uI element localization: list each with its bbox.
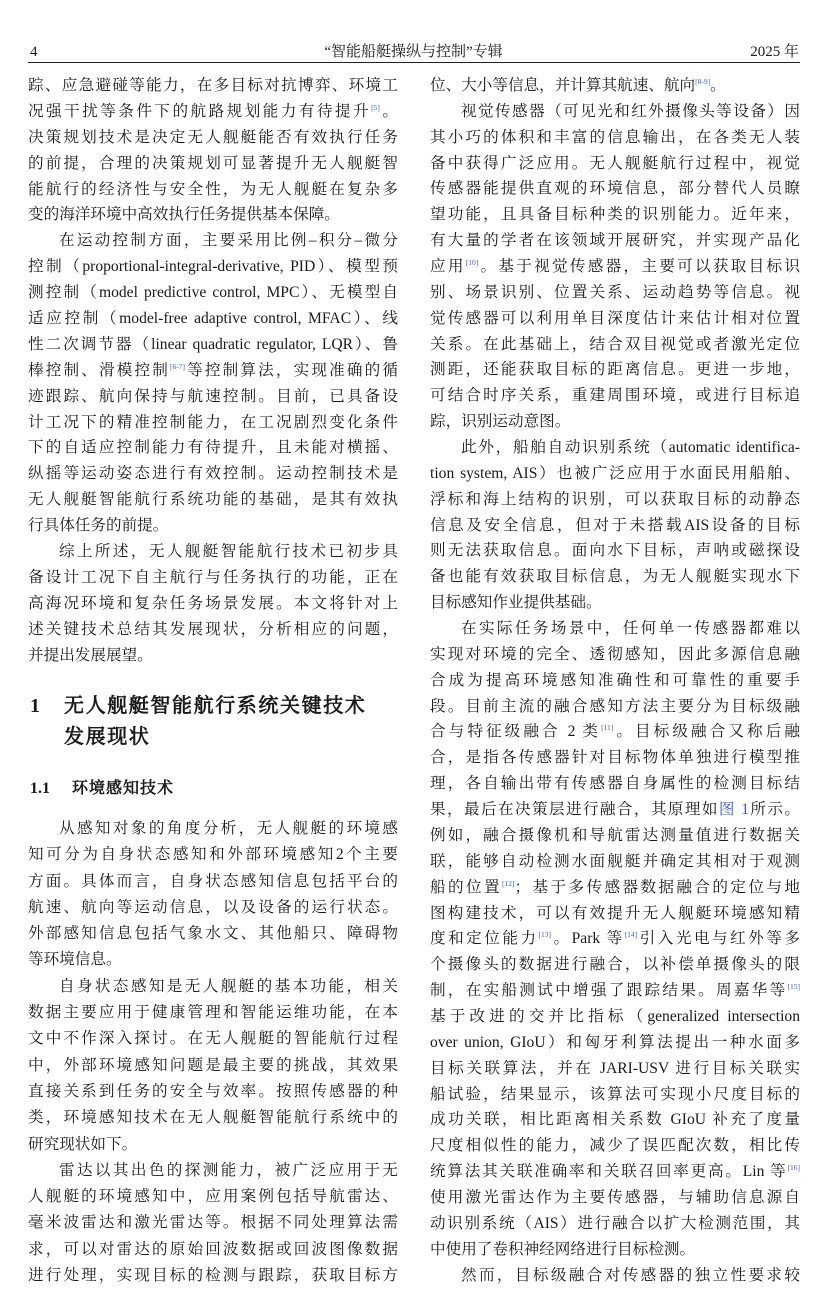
text-segment: 制，在实船测试中增强了跟踪结果。周嘉华等 — [430, 982, 788, 1000]
text-line: 此外，船舶自动识别系统（automatic identifica- — [461, 439, 800, 457]
text-line: 觉传感器可以利用单目深度估计来估计相对位置 — [430, 309, 800, 327]
text-line: 人舰艇的环境感知中，应用案例包括导航雷达、 — [28, 1188, 398, 1206]
text-line: 合成为提高环境感知准确性和可靠性的重要手 — [430, 671, 800, 689]
text-line: 例如，融合摄像机和导航雷达测量值进行数据关 — [430, 826, 800, 844]
text-segment: 船的位置 — [430, 878, 502, 896]
header-rule — [28, 62, 800, 63]
text-line — [430, 978, 800, 1004]
left-column-bottom — [28, 816, 398, 1289]
text-line: 直接关系到任务的安全与效率。按照传感器的种 — [28, 1082, 398, 1100]
paragraph — [28, 228, 398, 539]
text-line: 成功关联，相比距离相关系数 GIoU 补充了度量 — [430, 1111, 800, 1129]
text-segment: 应用 — [430, 258, 466, 276]
text-line: 适应控制（model-free adaptive control, MFAC）、线 — [28, 310, 398, 328]
citation-link[interactable]: [12] — [501, 878, 515, 888]
text-segment: 引入光电与红外等多 — [637, 930, 800, 948]
text-segment: 况强干扰等条件下的航路规划能力有待提升 — [28, 102, 372, 120]
paragraph — [28, 73, 398, 228]
text-line: 则无法获取信息。面向水下目标，声呐或磁探设 — [430, 542, 800, 560]
text-line: 实现对环境的完全、透彻感知，因此多源信息融 — [430, 645, 800, 663]
text-line: 使用激光雷达作为主要传感器，与辅助信息源自 — [430, 1188, 800, 1206]
text-line: 中，外部环境感知问题是最主要的挑战，其效果 — [28, 1056, 398, 1074]
text-line: 在运动控制方面，主要采用比例–积分–微分 — [59, 232, 398, 250]
text-line: 行具体任务的前提。 — [28, 517, 169, 535]
text-line: over union, GIoU）和匈牙利算法提出一种水面多 — [430, 1033, 800, 1051]
text-line: 能航行的经济性与安全性，为无人舰艇在复杂多 — [28, 180, 398, 198]
text-line: 并提出发展展望。 — [28, 646, 153, 664]
text-line: 踪，识别运动意图。 — [430, 413, 571, 431]
text-segment: 度和定位能力 — [430, 930, 539, 948]
citation-link[interactable]: [10] — [465, 258, 479, 268]
citation-link[interactable]: [8-9] — [695, 77, 711, 86]
text-line: 望功能，且具备目标种类的识别能力。近年来， — [430, 206, 800, 224]
figure-reference-link[interactable]: 图 1 — [718, 801, 749, 819]
text-segment: 等控制算法，实现准确的循 — [185, 361, 398, 379]
text-segment: 棒控制、滑模控制 — [28, 361, 170, 379]
text-line: tion system, AIS）也被广泛应用于水面民用船舶、 — [430, 464, 800, 482]
text-line: 测距，还能获取目标的距离信息。更进一步地， — [430, 361, 800, 379]
text-line: 外部感知信息包括气象水文、其他船只、障碍物 — [28, 925, 398, 943]
text-line: 毫米波雷达和激光雷达等。根据不同处理算法需 — [28, 1214, 398, 1232]
subsection-title: 环境感知技术 — [72, 780, 175, 797]
text-segment: 。 — [379, 102, 398, 120]
text-line: 的前提，合理的决策规划可显著提升无人舰艇智 — [28, 154, 398, 172]
text-line: 高海况环境和复杂任务场景发展。本文将针对上 — [28, 594, 398, 612]
text-line — [430, 1159, 800, 1185]
text-line: 合，是指各传感器针对目标物体单独进行模型推 — [430, 749, 800, 767]
section-title-line: 无人舰艇智能航行系统关键技术 — [64, 695, 367, 717]
text-line: 无人舰艇智能航行系统功能的基础，是其有效执 — [28, 491, 398, 509]
text-segment: 。Park 等 — [551, 930, 625, 948]
text-line: 从感知对象的角度分析，无人舰艇的环境感 — [59, 820, 398, 837]
text-line: 方面。具体而言，自身状态感知信息包括平台的 — [28, 872, 398, 890]
text-line: 图构建技术，可以有效提升无人舰艇环境感知精 — [430, 904, 800, 922]
paragraph — [430, 73, 800, 99]
text-segment: 所示。 — [749, 801, 800, 819]
paragraph — [28, 1158, 398, 1289]
text-segment: 。基于视觉传感器，主要可以获取目标识 — [478, 258, 800, 276]
paragraph — [28, 539, 398, 668]
citation-link[interactable]: [15] — [787, 982, 800, 992]
text-line: 进行处理，实现目标的检测与跟踪，获取目标方 — [28, 1267, 398, 1285]
text-line: 求，可以对雷达的原始回波数据或回波图像数据 — [28, 1240, 398, 1258]
text-line: 然而，目标级融合对传感器的独立性要求较 — [461, 1266, 800, 1284]
text-segment: 果，最后在决策层进行融合，其原理如 — [430, 801, 719, 819]
citation-link[interactable]: [14] — [624, 930, 638, 940]
text-segment: ；基于多传感器数据融合的定位与地 — [514, 878, 800, 896]
paragraph — [430, 435, 800, 616]
citation-link[interactable]: [13] — [538, 930, 552, 940]
text-line: 航速、航向等运动信息，以及设备的运行状态。 — [28, 898, 398, 916]
text-line: 有大量的学者在该领域开展研究，并实现产品化 — [430, 232, 800, 250]
text-line — [430, 719, 800, 745]
citation-link[interactable]: [6-7] — [170, 361, 185, 371]
text-line — [430, 875, 800, 901]
text-line: 综上所述，无人舰艇智能航行技术已初步具 — [59, 543, 398, 561]
text-segment: 统算法其关联准确率和关联召回率更高。Lin 等 — [430, 1163, 788, 1181]
text-line: 等环境信息。 — [28, 951, 122, 969]
text-line: 联，能够自动检测水面舰艇并确定其相对于观测 — [430, 852, 800, 870]
citation-link[interactable]: [5] — [371, 102, 380, 112]
text-line: 理，各自输出带有传感器自身属性的检测目标结 — [430, 775, 800, 793]
text-line — [430, 73, 800, 99]
text-line: 迹跟踪、航向保持与航速控制。目前，已具备设 — [28, 387, 398, 405]
text-line: 尺度相似性的能力，减少了误匹配次数，相比传 — [430, 1137, 800, 1155]
text-line: 述关键技术总结其发展现状，分析相应的问题， — [28, 620, 398, 638]
left-column-top — [28, 73, 398, 668]
text-line: 测控制（model predictive control, MPC）、无模型自 — [28, 284, 398, 302]
running-header-year: 2025 年 — [750, 44, 799, 60]
text-line: 中使用了卷积神经网络进行目标检测。 — [430, 1240, 696, 1258]
text-line: 文中不作深入探讨。在无人舰艇的智能航行过程 — [28, 1030, 398, 1048]
text-segment: 。 — [710, 77, 726, 94]
text-line: 变的海洋环境中高效执行任务提供基本保障。 — [28, 206, 340, 224]
text-line: 知可分为自身状态感知和外部环境感知2个主要 — [28, 846, 398, 864]
text-line: 数据主要应用于健康管理和智能运维功能，在本 — [28, 1004, 398, 1022]
text-segment: 位、大小等信息，并计算其航速、航向 — [430, 77, 696, 94]
section-number: 1 — [30, 695, 40, 717]
text-line: 传感器能提供直观的环境信息，部分替代人员瞭 — [430, 180, 800, 198]
text-line: 目标感知作业提供基础。 — [430, 594, 602, 612]
text-line: 计工况下的精准控制能力，在工况剧烈变化条件 — [28, 413, 398, 431]
text-line: 浮标和海上结构的识别，可以获取目标的动静态 — [430, 490, 800, 508]
text-line: 其小巧的体积和丰富的信息输出，在各类无人装 — [430, 128, 800, 146]
paragraph — [28, 816, 398, 974]
text-line: 备也能有效获取目标信息，为无人舰艇实现水下 — [430, 568, 800, 586]
section-title — [64, 691, 404, 753]
text-line — [430, 926, 800, 952]
text-line: 研究现状如下。 — [28, 1135, 138, 1153]
text-line: 决策规划技术是决定无人舰艇能否有效执行任务 — [28, 128, 398, 146]
text-line — [28, 99, 398, 125]
paragraph — [430, 1263, 800, 1289]
text-line: 基于改进的交并比指标（generalized intersection — [430, 1007, 800, 1025]
text-line — [430, 797, 800, 823]
text-line: 视觉传感器（可见光和红外摄像头等设备）因 — [461, 102, 800, 120]
text-line — [430, 254, 800, 280]
text-line: 下的自适应控制能力有待提升，且未能对横摇、 — [28, 439, 398, 457]
text-line: 性二次调节器（linear quadratic regulator, LQR）、鲁 — [28, 335, 398, 353]
text-line: 控制（proportional-integral-derivative, PID）、模型预 — [28, 258, 398, 276]
text-line: 自身状态感知是无人舰艇的基本功能，相关 — [59, 977, 398, 995]
text-line: 信息及安全信息，但对于未搭载AIS设备的目标 — [430, 516, 800, 534]
text-line: 个摄像头的数据进行融合，以补偿单摄像头的限 — [430, 956, 800, 974]
text-line: 备设计工况下自主航行与任务执行的功能，正在 — [28, 568, 398, 586]
text-line — [28, 358, 398, 384]
right-column — [430, 73, 800, 1288]
text-line: 在实际任务场景中，任何单一传感器都难以 — [461, 620, 800, 638]
text-line: 目标关联算法，并在 JARI-USV 进行目标关联实 — [430, 1059, 800, 1077]
text-line: 可结合时序关系，重建周围环境，或进行目标追 — [430, 387, 800, 405]
page-number: 4 — [30, 44, 38, 60]
running-header-title: “智能船艇操纵与控制”专辑 — [324, 44, 503, 60]
text-line: 动识别系统（AIS）进行融合以扩大检测范围，其 — [430, 1214, 800, 1232]
paragraph — [430, 616, 800, 1262]
citation-link[interactable]: [11] — [601, 723, 614, 733]
text-line: 船试验，结果显示，该算法可实现小尺度目标的 — [430, 1085, 800, 1103]
paragraph — [28, 974, 398, 1158]
text-line: 段。目前主流的融合感知方法主要分为目标级融 — [430, 697, 800, 715]
subsection-number: 1.1 — [30, 780, 50, 797]
section-title-line: 发展现状 — [64, 726, 151, 748]
text-line: 类，环境感知技术在无人舰艇智能航行系统中的 — [28, 1109, 398, 1127]
text-line: 雷达以其出色的探测能力，被广泛应用于无 — [59, 1161, 398, 1179]
paragraph — [430, 99, 800, 435]
citation-link[interactable]: [16] — [787, 1163, 800, 1173]
text-line: 纵摇等运动姿态进行有效控制。运动控制技术是 — [28, 465, 398, 483]
text-line: 踪、应急避碰等能力，在多目标对抗博弈、环境工 — [28, 77, 398, 94]
text-segment: 。目标级融合又称后融 — [613, 723, 800, 741]
text-segment: 合与特征级融合 2 类 — [430, 723, 602, 741]
text-line: 关系。在此基础上，结合双目视觉或者激光定位 — [430, 335, 800, 353]
text-line: 别、场景识别、位置关系、运动趋势等信息。视 — [430, 283, 800, 301]
text-line: 备中获得广泛应用。无人舰艇航行过程中，视觉 — [430, 154, 800, 172]
